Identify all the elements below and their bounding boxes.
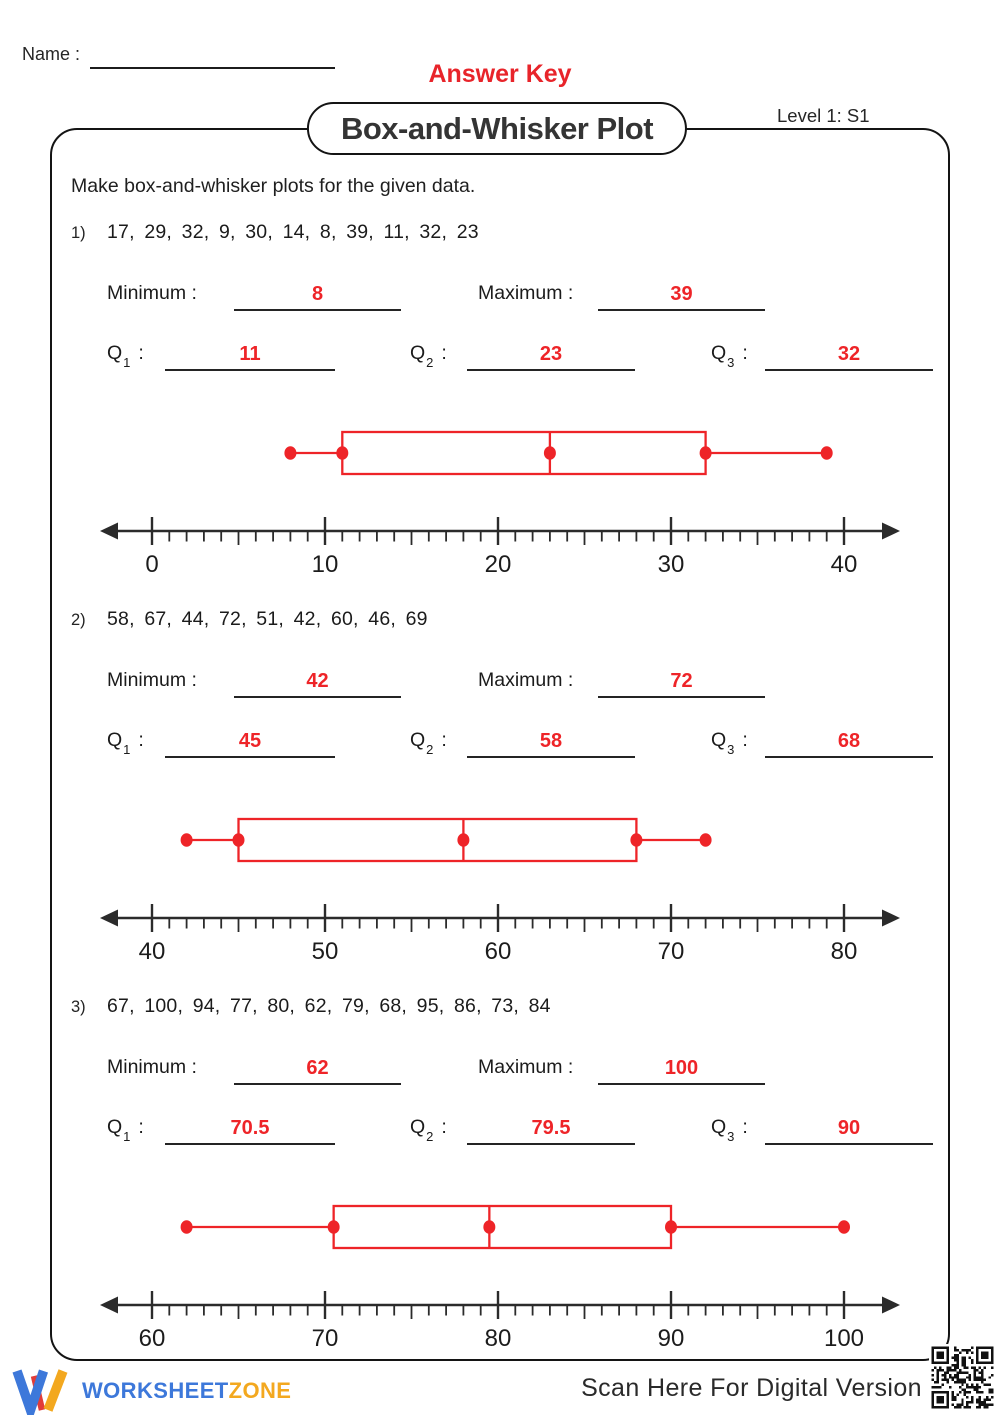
- svg-text:10: 10: [311, 551, 339, 578]
- maximum-label: Maximum :: [478, 1056, 574, 1078]
- minimum-answer-blank: [234, 1052, 401, 1085]
- q2-answer: 23: [539, 343, 563, 365]
- maximum-answer: 72: [670, 670, 693, 692]
- q3-answer: 32: [837, 343, 861, 365]
- svg-text:30: 30: [657, 551, 685, 578]
- q2-answer: 58: [539, 730, 563, 752]
- minimum-label: Minimum :: [107, 282, 197, 304]
- instruction-text: Make box-and-whisker plots for the given data.: [71, 175, 476, 197]
- q1-label: $Q_1$ :: [107, 342, 144, 370]
- q2-answer: 79.5: [531, 1117, 571, 1139]
- svg-text:40: 40: [830, 551, 858, 578]
- minimum-answer-blank: [234, 665, 401, 698]
- q2-label: $Q_2$ :: [410, 1116, 447, 1144]
- minimum-answer: 8: [311, 283, 324, 305]
- problem-number: 3): [71, 998, 86, 1016]
- q1-answer-blank: [165, 338, 335, 371]
- data-list: 58, 67, 44, 72, 51, 42, 60, 46, 69: [107, 608, 428, 630]
- svg-text:60: 60: [484, 938, 512, 965]
- level-badge: Level 1: S1: [777, 105, 870, 126]
- minimum-label: Minimum :: [107, 1056, 197, 1078]
- data-list: 17, 29, 32, 9, 30, 14, 8, 39, 11, 32, 23: [107, 221, 479, 243]
- maximum-answer-blank: [598, 278, 765, 311]
- svg-text:100: 100: [823, 1325, 865, 1352]
- problem-number: 1): [71, 224, 86, 242]
- problem-1: [0, 221, 1000, 586]
- svg-text:20: 20: [484, 551, 512, 578]
- svg-text:70: 70: [311, 1325, 339, 1352]
- qr-code: [929, 1344, 996, 1411]
- maximum-label: Maximum :: [478, 282, 574, 304]
- page-title: Box-and-Whisker Plot: [340, 110, 654, 146]
- minimum-answer-blank: [234, 278, 401, 311]
- svg-text:50: 50: [311, 938, 339, 965]
- minimum-answer: 62: [306, 1057, 329, 1079]
- boxplot-number-line-1: [60, 410, 920, 580]
- q3-answer-blank: [765, 725, 933, 758]
- maximum-answer-blank: [598, 665, 765, 698]
- q2-answer-blank: [467, 725, 635, 758]
- svg-text:40: 40: [138, 938, 166, 965]
- svg-text:70: 70: [657, 938, 685, 965]
- q3-answer: 68: [837, 730, 861, 752]
- brand-wordmark: [82, 1378, 291, 1404]
- q2-answer-blank: [467, 1112, 635, 1145]
- q3-answer-blank: [765, 1112, 933, 1145]
- maximum-answer: 100: [664, 1057, 699, 1079]
- maximum-answer: 39: [670, 283, 693, 305]
- svg-text:80: 80: [830, 938, 858, 965]
- problem-number: 2): [71, 611, 86, 629]
- q1-answer: 11: [239, 343, 261, 365]
- q3-label: $Q_3$ :: [711, 729, 748, 757]
- svg-text:0: 0: [145, 551, 159, 578]
- q1-answer-blank: [165, 1112, 335, 1145]
- q3-label: $Q_3$ :: [711, 342, 748, 370]
- q2-answer-blank: [467, 338, 635, 371]
- svg-text:60: 60: [138, 1325, 166, 1352]
- q1-label: $Q_1$ :: [107, 1116, 144, 1144]
- problem-3: [0, 995, 1000, 1360]
- q3-label: $Q_3$ :: [711, 1116, 748, 1144]
- maximum-answer-blank: [598, 1052, 765, 1085]
- boxplot-number-line-2: [60, 797, 920, 967]
- brand-worksheet: WORKSHEET: [82, 1378, 229, 1403]
- svg-text:80: 80: [484, 1325, 512, 1352]
- scan-here-text: Scan Here For Digital Version: [581, 1374, 922, 1402]
- q2-label: $Q_2$ :: [410, 342, 447, 370]
- q1-label: $Q_1$ :: [107, 729, 144, 757]
- worksheetzone-logo-icon: [12, 1365, 74, 1415]
- answer-key-heading: Answer Key: [428, 60, 572, 88]
- data-list: 67, 100, 94, 77, 80, 62, 79, 68, 95, 86, 73, 84: [107, 995, 551, 1017]
- maximum-label: Maximum :: [478, 669, 574, 691]
- problem-2: [0, 608, 1000, 973]
- q1-answer: 70.5: [230, 1117, 270, 1139]
- minimum-label: Minimum :: [107, 669, 197, 691]
- brand-zone: ZONE: [228, 1378, 292, 1403]
- q3-answer: 90: [837, 1117, 861, 1139]
- title-pill: [307, 102, 687, 155]
- minimum-answer: 42: [306, 670, 329, 692]
- svg-text:90: 90: [657, 1325, 685, 1352]
- boxplot-number-line-3: [60, 1184, 920, 1354]
- q2-label: $Q_2$ :: [410, 729, 447, 757]
- q1-answer: 45: [238, 730, 262, 752]
- q3-answer-blank: [765, 338, 933, 371]
- name-label: Name :: [22, 44, 81, 64]
- q1-answer-blank: [165, 725, 335, 758]
